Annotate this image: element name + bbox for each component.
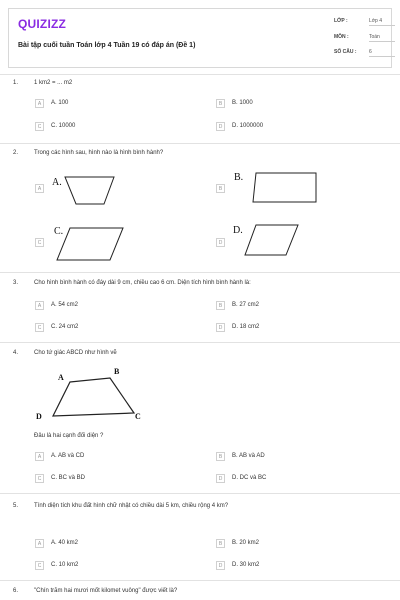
divider xyxy=(0,580,400,581)
parallelogram-figure xyxy=(244,224,300,258)
option-label[interactable]: B. 1000 xyxy=(232,100,253,106)
option-label[interactable]: D. DC và BC xyxy=(232,475,267,481)
question-number: 5. xyxy=(13,503,19,509)
vertex-label: B xyxy=(114,367,120,376)
parallelogram-figure xyxy=(56,226,126,264)
option-box[interactable]: B xyxy=(216,99,225,108)
sub-question-text: Đâu là hai cạnh đối diện ? xyxy=(34,433,104,439)
question-number: 2. xyxy=(13,150,19,156)
quadrilateral-abcd-figure xyxy=(52,378,136,418)
option-box[interactable]: B xyxy=(216,184,225,193)
divider xyxy=(0,143,400,144)
count-label: SỐ CÂU : xyxy=(334,49,357,55)
quadrilateral-figure xyxy=(252,171,318,205)
option-label[interactable]: D. 1000000 xyxy=(232,123,264,129)
option-label[interactable]: C. 10000 xyxy=(51,123,76,129)
option-box[interactable]: B xyxy=(216,452,225,461)
option-box[interactable]: C xyxy=(35,561,44,570)
option-box[interactable]: D xyxy=(216,561,225,570)
question-text: Cho hình bình hành có đáy dài 9 cm, chiều cao 6 cm. Diện tích hình bình hành là: xyxy=(34,280,251,286)
figure-label: A. xyxy=(52,177,62,188)
option-box[interactable]: C xyxy=(35,122,44,131)
question-number: 3. xyxy=(13,280,19,286)
option-label[interactable]: B. 20 km2 xyxy=(232,540,260,546)
worksheet-title: Bài tập cuối tuần Toán lớp 4 Tuần 19 có đáp án (Đề 1) xyxy=(18,42,196,49)
subject-value: Toán xyxy=(369,34,395,42)
option-box[interactable]: A xyxy=(35,539,44,548)
divider xyxy=(0,74,400,75)
option-label[interactable]: D. 18 cm2 xyxy=(232,324,260,330)
question-text: 1 km2 = ... m2 xyxy=(34,80,73,86)
option-box[interactable]: B xyxy=(216,301,225,310)
vertex-label: A xyxy=(58,373,64,382)
option-box[interactable]: C xyxy=(35,238,44,247)
option-box[interactable]: A xyxy=(35,99,44,108)
figure-label: D. xyxy=(233,225,243,236)
option-label[interactable]: C. BC và BD xyxy=(51,475,86,481)
divider xyxy=(0,342,400,343)
option-label[interactable]: A. 100 xyxy=(51,100,69,106)
option-label[interactable]: C. 24 cm2 xyxy=(51,324,79,330)
option-box[interactable]: C xyxy=(35,323,44,332)
trapezoid-figure xyxy=(64,176,116,206)
worksheet-header xyxy=(8,8,392,68)
option-label[interactable]: B. 27 cm2 xyxy=(232,302,260,308)
quizizz-logo: QUIZIZZ xyxy=(18,17,67,31)
question-number: 6. xyxy=(13,588,19,594)
option-label[interactable]: A. AB và CD xyxy=(51,453,85,459)
figure-label: C. xyxy=(54,226,64,237)
divider xyxy=(0,272,400,273)
option-box[interactable]: A xyxy=(35,301,44,310)
option-label[interactable]: B. AB và AD xyxy=(232,453,265,459)
divider xyxy=(0,493,400,494)
vertex-label: D xyxy=(36,412,42,421)
question-number: 1. xyxy=(13,80,19,86)
count-value: 6 xyxy=(369,49,395,57)
option-box[interactable]: D xyxy=(216,323,225,332)
option-box[interactable]: D xyxy=(216,238,225,247)
option-label[interactable]: D. 30 km2 xyxy=(232,562,260,568)
option-box[interactable]: A xyxy=(35,184,44,193)
figure-label: B. xyxy=(234,172,244,183)
question-text: "Chín trăm hai mươi mốt kilomet vuông" được viết là? xyxy=(34,588,178,594)
question-number: 4. xyxy=(13,350,19,356)
vertex-label: C xyxy=(135,412,141,421)
option-box[interactable]: A xyxy=(35,452,44,461)
class-label: LỚP : xyxy=(334,18,348,24)
class-value: Lớp 4 xyxy=(369,18,395,26)
question-text: Cho tứ giác ABCD như hình vẽ xyxy=(34,350,117,356)
option-box[interactable]: D xyxy=(216,122,225,131)
option-box[interactable]: B xyxy=(216,539,225,548)
option-box[interactable]: D xyxy=(216,474,225,483)
option-label[interactable]: A. 40 km2 xyxy=(51,540,79,546)
option-label[interactable]: C. 10 km2 xyxy=(51,562,79,568)
question-text: Tính diện tích khu đất hình chữ nhật có chiều dài 5 km, chiều rộng 4 km? xyxy=(34,503,229,509)
option-box[interactable]: C xyxy=(35,474,44,483)
subject-label: MÔN : xyxy=(334,34,349,40)
option-label[interactable]: A. 54 cm2 xyxy=(51,302,79,308)
question-text: Trong các hình sau, hình nào là hình bình hành? xyxy=(34,150,164,156)
